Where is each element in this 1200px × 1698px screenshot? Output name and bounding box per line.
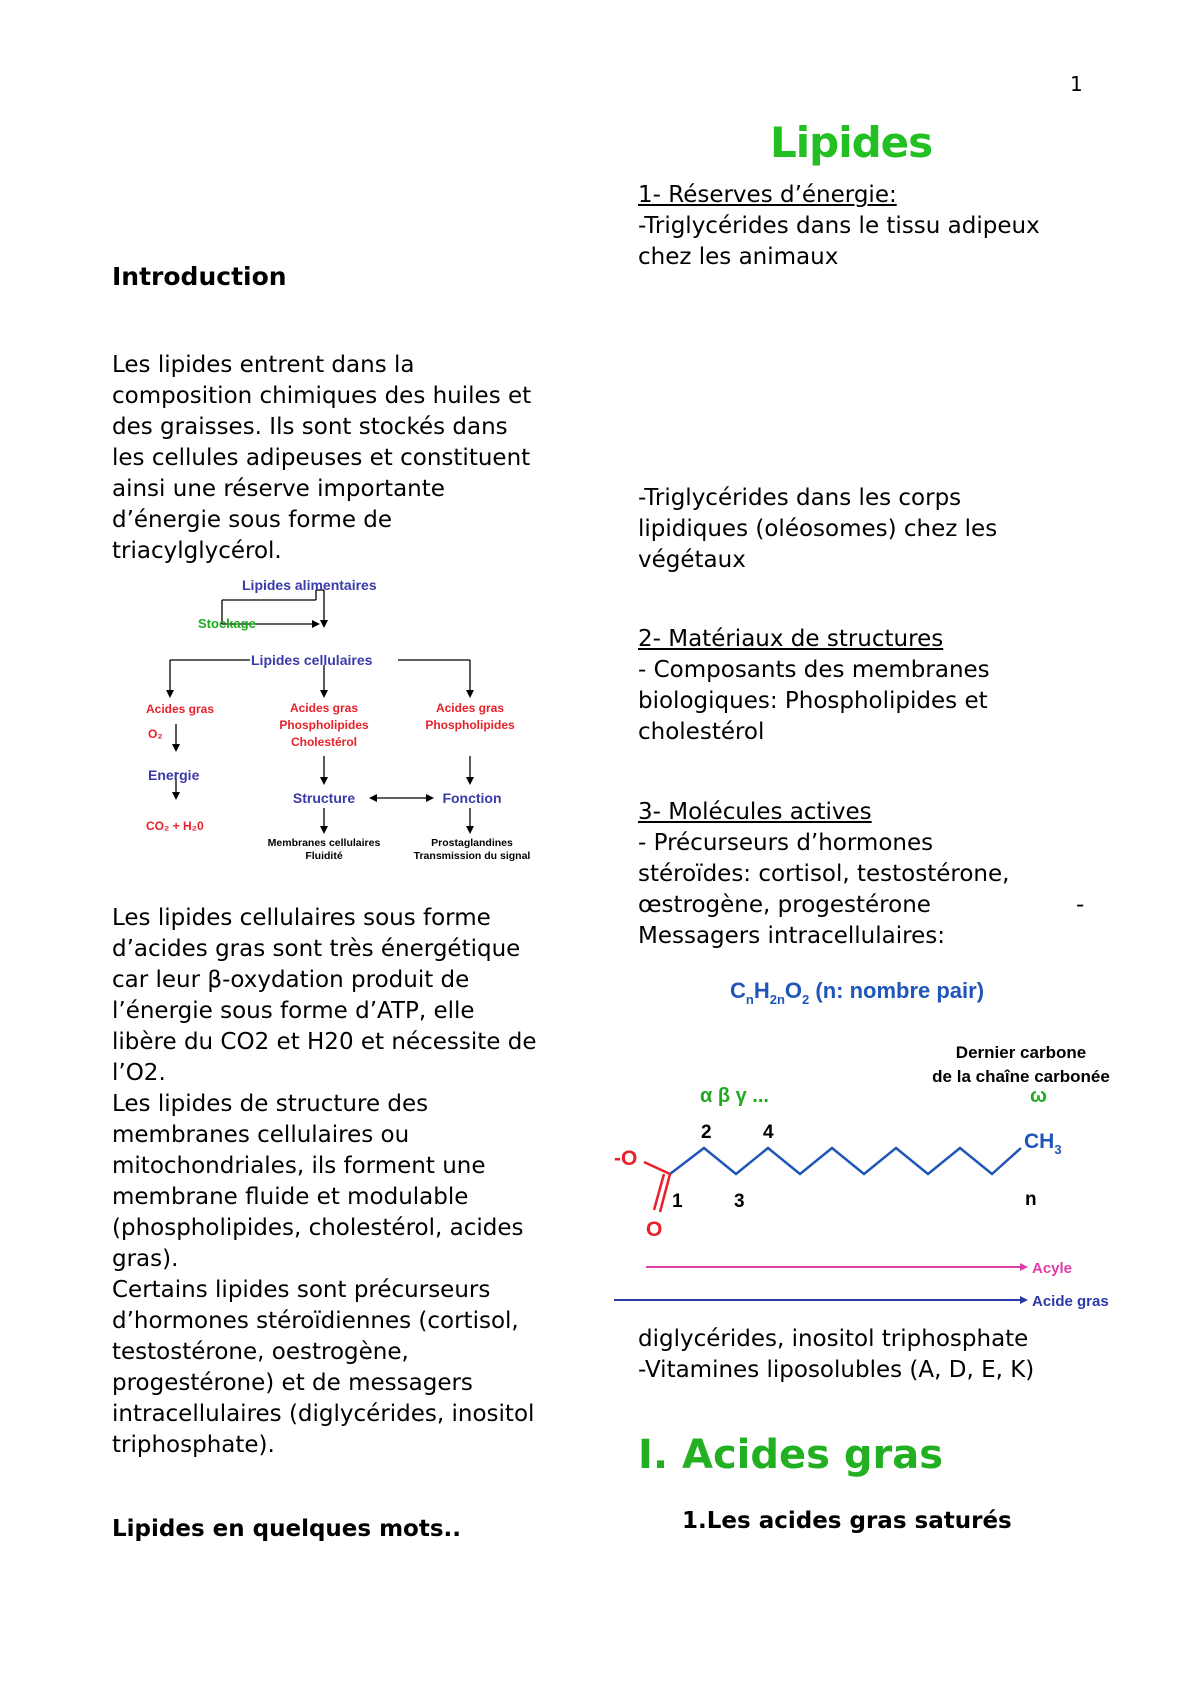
text-line: l’énergie sous forme d’ATP, elle (112, 998, 475, 1024)
text-line: lipidiques (oléosomes) chez les (638, 516, 998, 542)
text-line: car leur β-oxydation produit de (112, 967, 470, 993)
text-line: Messagers intracellulaires: (638, 923, 945, 949)
subsection-heading: 1.Les acides gras saturés (682, 1508, 1012, 1534)
carboxyl-o-minus: -O (614, 1147, 638, 1170)
text-line: -Vitamines liposolubles (A, D, E, K) (638, 1357, 1035, 1383)
text-line: œstrogène, progestérone (638, 892, 931, 918)
closing-text: Lipides en quelques mots.. (112, 1516, 462, 1542)
dernier-carbone-2: de la chaîne carbonée (932, 1067, 1110, 1086)
carbon-number-n: n (1025, 1189, 1037, 1210)
diagram-lipides-cellulaires: Lipides cellulaires (251, 652, 373, 668)
diagram-lipides-alimentaires: Lipides alimentaires (242, 577, 377, 593)
page-title: Lipides (770, 118, 933, 167)
text-line: mitochondriales, ils forment une (112, 1153, 486, 1179)
acide-gras-label: Acide gras (1032, 1293, 1109, 1310)
text-line: triacylglycérol. (112, 538, 282, 564)
carboxyl-bond (644, 1162, 670, 1174)
ch3-label: $CH_3$ (1024, 1130, 1062, 1157)
carbon-chain (670, 1148, 1021, 1174)
text-line: (phospholipides, cholestérol, acides (112, 1215, 524, 1241)
text-line: Les lipides de structure des (112, 1091, 429, 1117)
diagram-mid-red-1: Acides gras (289, 701, 359, 715)
diagram-mid-red-2: Phospholipides (279, 718, 369, 732)
after-figure-text (638, 1324, 1158, 1386)
text-line: - Composants des membranes (638, 657, 990, 683)
text-line: testostérone, oestrogène, (112, 1339, 409, 1365)
diagram-energie: Energie (148, 767, 200, 783)
greek-letters: α β γ ... (700, 1085, 769, 1107)
page-number: 1 (1070, 72, 1083, 96)
text-line: d’hormones stéroïdiennes (cortisol, (112, 1308, 519, 1334)
diagram-prostaglandines-1: Prostaglandines (431, 837, 513, 849)
text-line: - Précurseurs d’hormones (638, 830, 934, 856)
fatty-acid-figure (608, 958, 1128, 1318)
diagram-membranes-2: Fluidité (305, 850, 343, 862)
text-line: stéroïdes: cortisol, testostérone, (638, 861, 1010, 887)
section-heading-acides-gras: I. Acides gras (638, 1432, 944, 1478)
diagram-right-red-1: Acides gras (435, 701, 505, 715)
diagram-structure: Structure (292, 790, 356, 806)
carbon-number-1: 1 (672, 1191, 683, 1212)
section-molecules (638, 797, 1158, 952)
carbon-number-2: 2 (701, 1122, 712, 1143)
text-line: végétaux (638, 547, 746, 573)
body-paragraph (112, 903, 592, 1461)
text-line: -Triglycérides dans le tissu adipeux (638, 213, 1040, 239)
text-line: les cellules adipeuses et constituent (112, 445, 531, 471)
carbon-number-3: 3 (734, 1191, 745, 1212)
text-line: progestérone) et de messagers (112, 1370, 473, 1396)
text-line: triphosphate). (112, 1432, 275, 1458)
text-line: des graisses. Ils sont stockés dans (112, 414, 508, 440)
section-heading: 1- Réserves d’énergie: (638, 182, 897, 208)
text-line: Les lipides cellulaires sous forme (112, 905, 491, 931)
diagram-acides-gras: Acides gras (146, 702, 215, 716)
section-materiaux (638, 624, 1158, 748)
formula: $C_nH_{2n}O_2$ (n: nombre pair) (730, 978, 985, 1007)
carbon-number-4: 4 (763, 1122, 774, 1143)
text-line: l’O2. (112, 1060, 166, 1086)
diagram-prostaglandines-2: Transmission du signal (413, 850, 531, 862)
diagram-mid-red-3: Cholestérol (290, 735, 358, 749)
section-reserves-vegetal (638, 483, 1158, 576)
section-heading: 3- Molécules actives (638, 799, 872, 825)
diagram-co2-h2o: CO₂ + H₂0 (146, 819, 204, 833)
dash-mark: - (1076, 892, 1085, 918)
text-line: composition chimiques des huiles et (112, 383, 532, 409)
text-line: intracellulaires (diglycérides, inositol (112, 1401, 535, 1427)
text-line: membrane fluide et modulable (112, 1184, 469, 1210)
diagram-right-red-2: Phospholipides (425, 718, 515, 732)
section-heading: 2- Matériaux de structures (638, 626, 944, 652)
text-line: libère du CO2 et H20 et nécessite de (112, 1029, 537, 1055)
diagram-o2: O₂ (148, 727, 163, 741)
text-line: Les lipides entrent dans la (112, 352, 415, 378)
text-line: d’acides gras sont très énergétique (112, 936, 521, 962)
section-reserves (638, 180, 1158, 273)
text-line: Certains lipides sont précurseurs (112, 1277, 491, 1303)
intro-heading: Introduction (112, 262, 287, 291)
text-line: ainsi une réserve importante (112, 476, 445, 502)
text-line: -Triglycérides dans les corps (638, 485, 962, 511)
text-line: cholestérol (638, 719, 765, 745)
acyle-label: Acyle (1032, 1260, 1073, 1277)
omega-label: ω (1030, 1085, 1047, 1107)
text-line: chez les animaux (638, 244, 839, 270)
text-line: membranes cellulaires ou (112, 1122, 410, 1148)
text-line: diglycérides, inositol triphosphate (638, 1326, 1029, 1352)
intro-paragraph (112, 350, 582, 567)
diagram-fonction: Fonction (442, 790, 502, 806)
carboxyl-o: O (646, 1218, 663, 1241)
diagram-membranes-1: Membranes cellulaires (267, 837, 381, 849)
text-line: gras). (112, 1246, 179, 1272)
dernier-carbone-1: Dernier carbone (955, 1043, 1087, 1062)
lipid-flow-diagram (140, 572, 550, 872)
diagram-stockage: Stockage (198, 616, 256, 631)
text-line: d’énergie sous forme de (112, 507, 393, 533)
text-line: biologiques: Phospholipides et (638, 688, 988, 714)
